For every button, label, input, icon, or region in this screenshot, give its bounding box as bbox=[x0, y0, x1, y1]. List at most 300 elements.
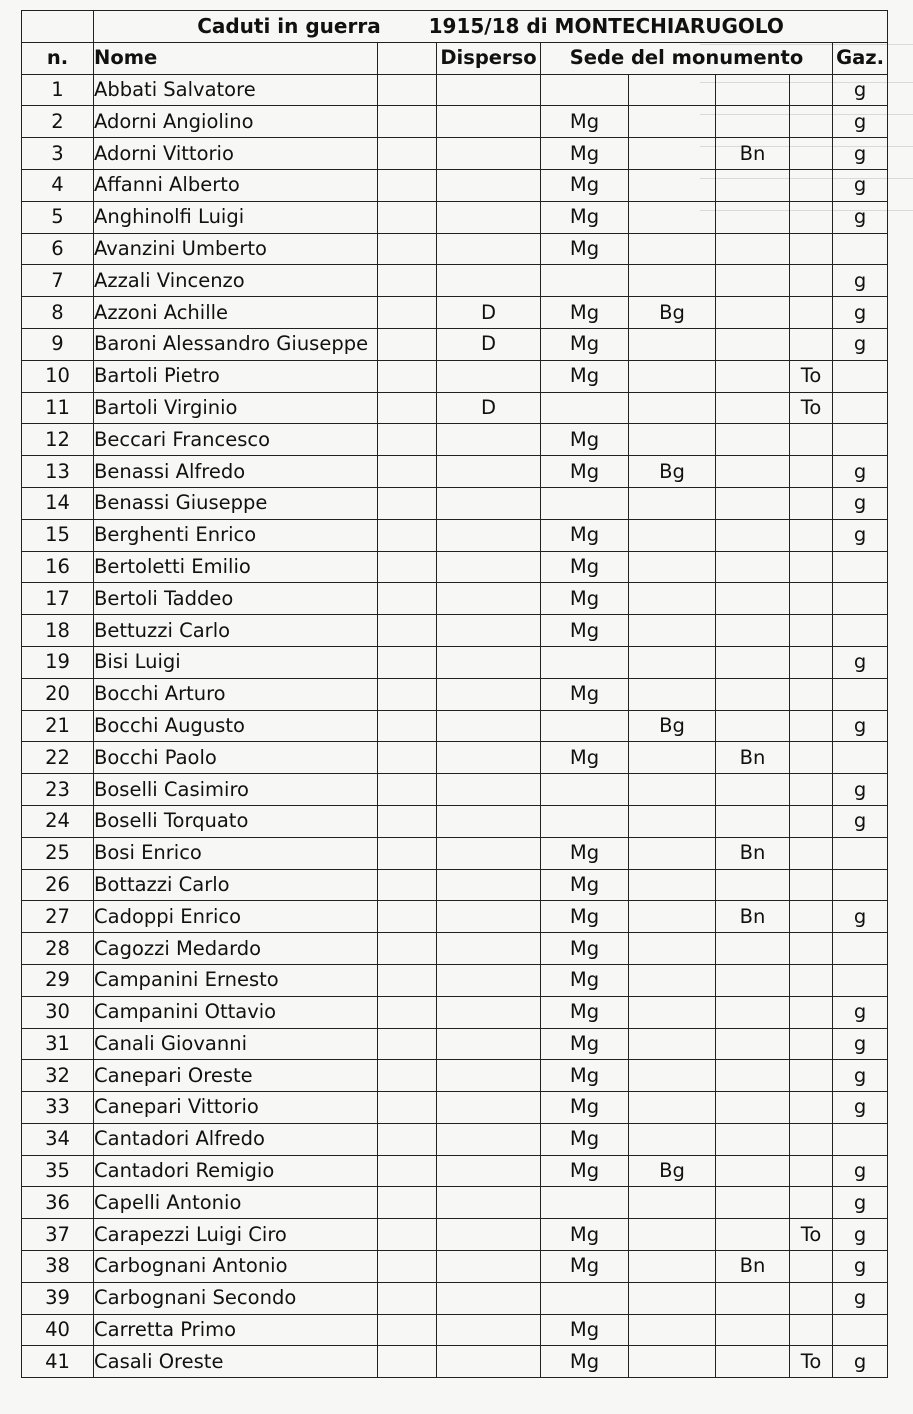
row-mg: Mg bbox=[541, 964, 629, 996]
row-bg bbox=[629, 1060, 716, 1092]
row-number: 2 bbox=[22, 106, 94, 138]
row-blank bbox=[378, 169, 437, 201]
row-blank bbox=[378, 1123, 437, 1155]
row-gaz: g bbox=[833, 1092, 888, 1124]
table-row bbox=[22, 424, 888, 456]
row-to bbox=[790, 901, 833, 933]
header-n: n. bbox=[22, 42, 94, 74]
row-gaz: g bbox=[833, 996, 888, 1028]
row-name: Bartoli Pietro bbox=[94, 360, 378, 392]
table-row bbox=[22, 678, 888, 710]
row-number: 13 bbox=[22, 456, 94, 488]
row-to bbox=[790, 615, 833, 647]
row-name: Campanini Ernesto bbox=[94, 964, 378, 996]
row-blank bbox=[378, 901, 437, 933]
row-disperso bbox=[437, 169, 541, 201]
row-blank bbox=[378, 1282, 437, 1314]
table-row bbox=[22, 901, 888, 933]
row-bg: Bg bbox=[629, 1155, 716, 1187]
row-to bbox=[790, 265, 833, 297]
row-disperso bbox=[437, 996, 541, 1028]
row-to bbox=[790, 678, 833, 710]
row-blank bbox=[378, 837, 437, 869]
row-bn bbox=[716, 233, 790, 265]
row-bn bbox=[716, 297, 790, 329]
row-disperso bbox=[437, 424, 541, 456]
row-bg bbox=[629, 1282, 716, 1314]
row-to bbox=[790, 169, 833, 201]
row-bg bbox=[629, 742, 716, 774]
row-gaz: g bbox=[833, 297, 888, 329]
row-disperso bbox=[437, 837, 541, 869]
row-mg bbox=[541, 1282, 629, 1314]
row-disperso bbox=[437, 805, 541, 837]
row-to bbox=[790, 519, 833, 551]
row-gaz bbox=[833, 583, 888, 615]
row-bn bbox=[716, 169, 790, 201]
row-name: Casali Oreste bbox=[94, 1346, 378, 1378]
row-mg: Mg bbox=[541, 583, 629, 615]
row-disperso bbox=[437, 1219, 541, 1251]
row-to bbox=[790, 233, 833, 265]
row-blank bbox=[378, 710, 437, 742]
row-disperso bbox=[437, 106, 541, 138]
row-mg: Mg bbox=[541, 869, 629, 901]
row-bg bbox=[629, 201, 716, 233]
row-to bbox=[790, 1028, 833, 1060]
row-to bbox=[790, 1060, 833, 1092]
row-name: Bertoletti Emilio bbox=[94, 551, 378, 583]
table-row bbox=[22, 328, 888, 360]
row-name: Boselli Torquato bbox=[94, 805, 378, 837]
row-blank bbox=[378, 805, 437, 837]
row-bn bbox=[716, 106, 790, 138]
row-disperso bbox=[437, 1187, 541, 1219]
row-gaz: g bbox=[833, 1060, 888, 1092]
row-disperso bbox=[437, 774, 541, 806]
row-gaz bbox=[833, 869, 888, 901]
row-name: Affanni Alberto bbox=[94, 169, 378, 201]
row-mg bbox=[541, 1187, 629, 1219]
row-disperso: D bbox=[437, 297, 541, 329]
row-disperso bbox=[437, 1346, 541, 1378]
row-gaz bbox=[833, 424, 888, 456]
row-bn bbox=[716, 996, 790, 1028]
row-name: Cantadori Remigio bbox=[94, 1155, 378, 1187]
row-number: 8 bbox=[22, 297, 94, 329]
row-bg bbox=[629, 328, 716, 360]
row-blank bbox=[378, 774, 437, 806]
row-name: Bottazzi Carlo bbox=[94, 869, 378, 901]
row-to: To bbox=[790, 360, 833, 392]
row-name: Azzoni Achille bbox=[94, 297, 378, 329]
row-blank bbox=[378, 1346, 437, 1378]
row-gaz: g bbox=[833, 74, 888, 106]
row-number: 25 bbox=[22, 837, 94, 869]
row-bn bbox=[716, 1060, 790, 1092]
row-disperso bbox=[437, 519, 541, 551]
row-bg bbox=[629, 392, 716, 424]
row-name: Bocchi Paolo bbox=[94, 742, 378, 774]
row-gaz: g bbox=[833, 201, 888, 233]
row-mg bbox=[541, 392, 629, 424]
row-bn bbox=[716, 519, 790, 551]
row-blank bbox=[378, 201, 437, 233]
row-mg: Mg bbox=[541, 996, 629, 1028]
row-to: To bbox=[790, 1219, 833, 1251]
table-row bbox=[22, 615, 888, 647]
row-bn: Bn bbox=[716, 138, 790, 170]
table-row bbox=[22, 106, 888, 138]
row-bn bbox=[716, 328, 790, 360]
row-disperso bbox=[437, 678, 541, 710]
table-row bbox=[22, 1123, 888, 1155]
row-mg: Mg bbox=[541, 360, 629, 392]
row-mg: Mg bbox=[541, 1028, 629, 1060]
row-name: Canepari Vittorio bbox=[94, 1092, 378, 1124]
row-bn bbox=[716, 1282, 790, 1314]
row-blank bbox=[378, 551, 437, 583]
row-bn bbox=[716, 487, 790, 519]
table-row bbox=[22, 201, 888, 233]
row-number: 31 bbox=[22, 1028, 94, 1060]
row-bn bbox=[716, 1187, 790, 1219]
row-blank bbox=[378, 678, 437, 710]
row-blank bbox=[378, 583, 437, 615]
table-row bbox=[22, 519, 888, 551]
row-bn bbox=[716, 1092, 790, 1124]
row-bg bbox=[629, 774, 716, 806]
row-number: 24 bbox=[22, 805, 94, 837]
row-blank bbox=[378, 328, 437, 360]
row-to bbox=[790, 456, 833, 488]
row-number: 21 bbox=[22, 710, 94, 742]
row-mg: Mg bbox=[541, 551, 629, 583]
row-name: Benassi Giuseppe bbox=[94, 487, 378, 519]
row-blank bbox=[378, 1314, 437, 1346]
row-to bbox=[790, 1123, 833, 1155]
row-disperso bbox=[437, 265, 541, 297]
row-bn bbox=[716, 424, 790, 456]
row-number: 36 bbox=[22, 1187, 94, 1219]
row-gaz: g bbox=[833, 901, 888, 933]
row-disperso bbox=[437, 710, 541, 742]
row-disperso bbox=[437, 1155, 541, 1187]
row-name: Benassi Alfredo bbox=[94, 456, 378, 488]
row-number: 26 bbox=[22, 869, 94, 901]
row-to bbox=[790, 964, 833, 996]
row-to bbox=[790, 1251, 833, 1283]
row-bn bbox=[716, 265, 790, 297]
row-bg bbox=[629, 265, 716, 297]
row-gaz: g bbox=[833, 1187, 888, 1219]
row-bg bbox=[629, 1314, 716, 1346]
row-blank bbox=[378, 424, 437, 456]
row-blank bbox=[378, 487, 437, 519]
row-name: Carapezzi Luigi Ciro bbox=[94, 1219, 378, 1251]
row-bg bbox=[629, 869, 716, 901]
row-bn bbox=[716, 1028, 790, 1060]
row-mg: Mg bbox=[541, 1155, 629, 1187]
row-disperso bbox=[437, 360, 541, 392]
row-bg bbox=[629, 487, 716, 519]
row-bn bbox=[716, 74, 790, 106]
row-number: 16 bbox=[22, 551, 94, 583]
row-disperso: D bbox=[437, 328, 541, 360]
row-to bbox=[790, 583, 833, 615]
row-bg bbox=[629, 138, 716, 170]
row-to bbox=[790, 297, 833, 329]
table-row bbox=[22, 837, 888, 869]
table-row bbox=[22, 1060, 888, 1092]
row-to bbox=[790, 1187, 833, 1219]
row-disperso bbox=[437, 964, 541, 996]
row-gaz: g bbox=[833, 328, 888, 360]
row-number: 22 bbox=[22, 742, 94, 774]
row-disperso bbox=[437, 487, 541, 519]
row-bg bbox=[629, 996, 716, 1028]
row-bg bbox=[629, 933, 716, 965]
row-blank bbox=[378, 964, 437, 996]
row-bn bbox=[716, 1314, 790, 1346]
row-to bbox=[790, 328, 833, 360]
row-gaz bbox=[833, 837, 888, 869]
table-row bbox=[22, 1187, 888, 1219]
header-sede: Sede del monumento bbox=[541, 42, 833, 74]
row-gaz: g bbox=[833, 1028, 888, 1060]
table-row bbox=[22, 138, 888, 170]
row-name: Cadoppi Enrico bbox=[94, 901, 378, 933]
row-number: 27 bbox=[22, 901, 94, 933]
row-to bbox=[790, 74, 833, 106]
row-to bbox=[790, 1282, 833, 1314]
row-disperso bbox=[437, 646, 541, 678]
row-bn bbox=[716, 646, 790, 678]
row-disperso bbox=[437, 1314, 541, 1346]
row-mg: Mg bbox=[541, 1251, 629, 1283]
row-gaz: g bbox=[833, 1346, 888, 1378]
row-mg: Mg bbox=[541, 1346, 629, 1378]
row-bn bbox=[716, 1219, 790, 1251]
row-disperso: D bbox=[437, 392, 541, 424]
row-mg: Mg bbox=[541, 1219, 629, 1251]
row-bg bbox=[629, 615, 716, 647]
row-name: Anghinolfi Luigi bbox=[94, 201, 378, 233]
row-gaz: g bbox=[833, 710, 888, 742]
row-number: 38 bbox=[22, 1251, 94, 1283]
row-disperso bbox=[437, 138, 541, 170]
row-bg bbox=[629, 74, 716, 106]
row-blank bbox=[378, 1060, 437, 1092]
table-row bbox=[22, 551, 888, 583]
header-gaz: Gaz. bbox=[833, 42, 888, 74]
row-bg bbox=[629, 1028, 716, 1060]
row-bg bbox=[629, 1123, 716, 1155]
row-number: 32 bbox=[22, 1060, 94, 1092]
row-blank bbox=[378, 360, 437, 392]
row-bg: Bg bbox=[629, 710, 716, 742]
row-disperso bbox=[437, 583, 541, 615]
table-row bbox=[22, 1028, 888, 1060]
row-bn bbox=[716, 1155, 790, 1187]
row-bn bbox=[716, 360, 790, 392]
row-bn: Bn bbox=[716, 837, 790, 869]
row-number: 3 bbox=[22, 138, 94, 170]
row-to bbox=[790, 805, 833, 837]
row-bn bbox=[716, 583, 790, 615]
title-left: Caduti in guerra bbox=[197, 14, 381, 39]
row-number: 7 bbox=[22, 265, 94, 297]
row-disperso bbox=[437, 869, 541, 901]
table-row bbox=[22, 74, 888, 106]
table-row bbox=[22, 1282, 888, 1314]
row-name: Bettuzzi Carlo bbox=[94, 615, 378, 647]
table-row bbox=[22, 265, 888, 297]
row-bg bbox=[629, 837, 716, 869]
row-bg bbox=[629, 583, 716, 615]
row-bn bbox=[716, 1346, 790, 1378]
row-bn: Bn bbox=[716, 1251, 790, 1283]
row-name: Bosi Enrico bbox=[94, 837, 378, 869]
row-bn: Bn bbox=[716, 901, 790, 933]
row-name: Cagozzi Medardo bbox=[94, 933, 378, 965]
row-disperso bbox=[437, 1123, 541, 1155]
row-mg: Mg bbox=[541, 519, 629, 551]
row-gaz bbox=[833, 964, 888, 996]
row-bn bbox=[716, 456, 790, 488]
row-to bbox=[790, 1314, 833, 1346]
row-bg bbox=[629, 646, 716, 678]
table-row bbox=[22, 646, 888, 678]
row-bn bbox=[716, 392, 790, 424]
row-blank bbox=[378, 615, 437, 647]
row-disperso bbox=[437, 615, 541, 647]
row-gaz: g bbox=[833, 1219, 888, 1251]
row-bg bbox=[629, 805, 716, 837]
row-gaz bbox=[833, 1314, 888, 1346]
row-number: 15 bbox=[22, 519, 94, 551]
row-number: 23 bbox=[22, 774, 94, 806]
row-gaz bbox=[833, 551, 888, 583]
row-blank bbox=[378, 1092, 437, 1124]
row-disperso bbox=[437, 74, 541, 106]
row-disperso bbox=[437, 233, 541, 265]
row-mg bbox=[541, 74, 629, 106]
row-to bbox=[790, 424, 833, 456]
row-gaz: g bbox=[833, 138, 888, 170]
row-bg: Bg bbox=[629, 297, 716, 329]
row-gaz: g bbox=[833, 487, 888, 519]
row-blank bbox=[378, 646, 437, 678]
row-bg bbox=[629, 424, 716, 456]
row-mg bbox=[541, 805, 629, 837]
row-bg bbox=[629, 233, 716, 265]
row-number: 39 bbox=[22, 1282, 94, 1314]
row-number: 9 bbox=[22, 328, 94, 360]
row-gaz bbox=[833, 742, 888, 774]
row-to bbox=[790, 933, 833, 965]
row-gaz: g bbox=[833, 1251, 888, 1283]
row-mg: Mg bbox=[541, 424, 629, 456]
row-number: 37 bbox=[22, 1219, 94, 1251]
row-name: Bocchi Arturo bbox=[94, 678, 378, 710]
row-disperso bbox=[437, 1092, 541, 1124]
row-name: Bisi Luigi bbox=[94, 646, 378, 678]
row-name: Beccari Francesco bbox=[94, 424, 378, 456]
row-bg bbox=[629, 169, 716, 201]
row-bg bbox=[629, 901, 716, 933]
row-name: Bocchi Augusto bbox=[94, 710, 378, 742]
row-bn bbox=[716, 551, 790, 583]
row-disperso bbox=[437, 1060, 541, 1092]
row-bg bbox=[629, 1187, 716, 1219]
row-mg bbox=[541, 774, 629, 806]
row-bn bbox=[716, 964, 790, 996]
casualty-table bbox=[21, 10, 888, 1378]
row-blank bbox=[378, 996, 437, 1028]
page-title bbox=[94, 11, 888, 43]
row-number: 41 bbox=[22, 1346, 94, 1378]
row-name: Campanini Ottavio bbox=[94, 996, 378, 1028]
row-number: 17 bbox=[22, 583, 94, 615]
table-row bbox=[22, 805, 888, 837]
row-gaz bbox=[833, 233, 888, 265]
row-bn bbox=[716, 1123, 790, 1155]
row-gaz bbox=[833, 1123, 888, 1155]
row-gaz: g bbox=[833, 456, 888, 488]
row-blank bbox=[378, 392, 437, 424]
row-number: 6 bbox=[22, 233, 94, 265]
row-name: Canali Giovanni bbox=[94, 1028, 378, 1060]
table-row bbox=[22, 456, 888, 488]
table-row bbox=[22, 742, 888, 774]
row-mg: Mg bbox=[541, 678, 629, 710]
row-to bbox=[790, 837, 833, 869]
row-to: To bbox=[790, 1346, 833, 1378]
table-row bbox=[22, 1314, 888, 1346]
row-mg: Mg bbox=[541, 837, 629, 869]
row-disperso bbox=[437, 742, 541, 774]
table-row bbox=[22, 169, 888, 201]
row-gaz: g bbox=[833, 106, 888, 138]
row-number: 20 bbox=[22, 678, 94, 710]
row-number: 14 bbox=[22, 487, 94, 519]
row-disperso bbox=[437, 1251, 541, 1283]
row-bg bbox=[629, 519, 716, 551]
row-mg: Mg bbox=[541, 201, 629, 233]
row-disperso bbox=[437, 551, 541, 583]
row-blank bbox=[378, 869, 437, 901]
row-name: Capelli Antonio bbox=[94, 1187, 378, 1219]
row-mg: Mg bbox=[541, 328, 629, 360]
row-bn bbox=[716, 869, 790, 901]
row-mg bbox=[541, 710, 629, 742]
row-number: 5 bbox=[22, 201, 94, 233]
table-row bbox=[22, 360, 888, 392]
row-mg: Mg bbox=[541, 233, 629, 265]
table-row bbox=[22, 1251, 888, 1283]
row-mg: Mg bbox=[541, 1123, 629, 1155]
row-bn bbox=[716, 201, 790, 233]
row-mg: Mg bbox=[541, 106, 629, 138]
row-name: Baroni Alessandro Giuseppe bbox=[94, 328, 378, 360]
row-bn: Bn bbox=[716, 742, 790, 774]
row-bg bbox=[629, 360, 716, 392]
table-row bbox=[22, 869, 888, 901]
row-to bbox=[790, 1155, 833, 1187]
row-gaz bbox=[833, 933, 888, 965]
header-disperso: Disperso bbox=[437, 42, 541, 74]
